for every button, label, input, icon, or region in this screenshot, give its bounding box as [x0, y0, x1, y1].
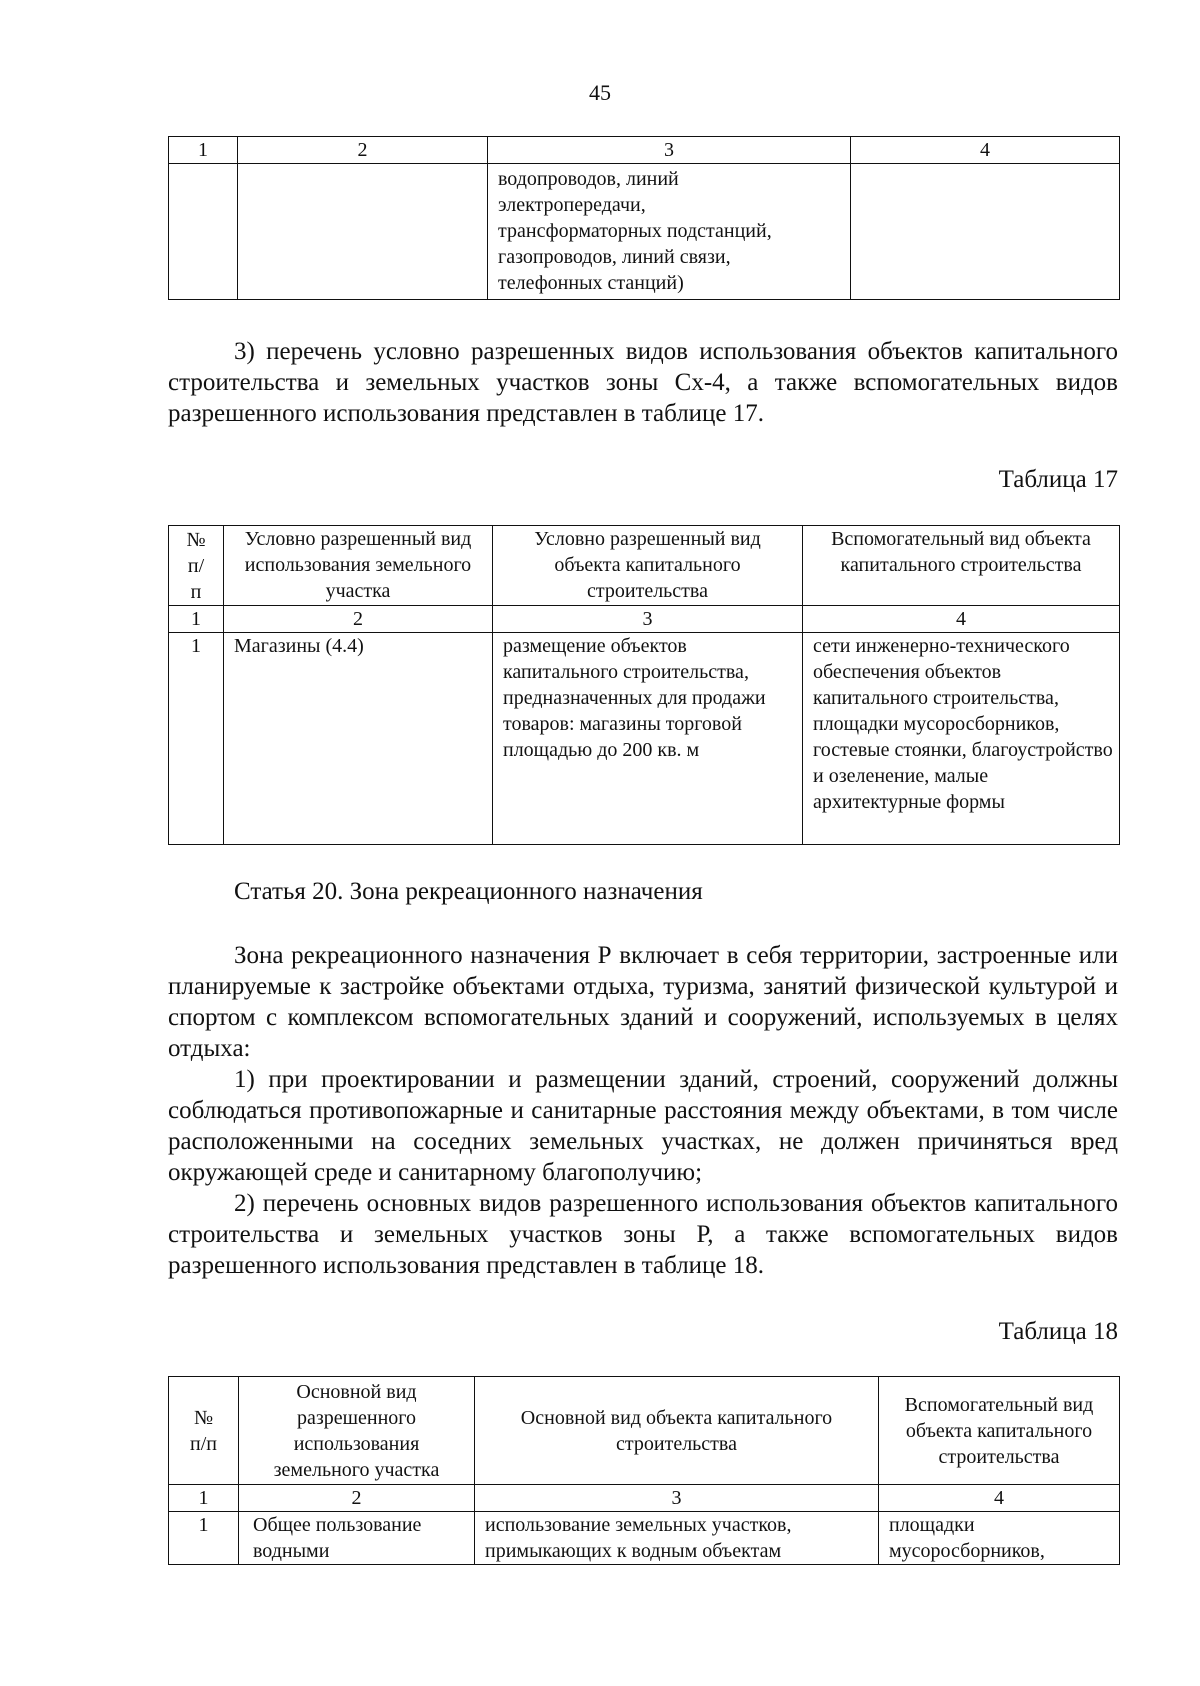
table-17-caption: Таблица 17 — [998, 466, 1118, 493]
column-number-cell: 3 — [488, 137, 851, 164]
cell-line: газопроводов, линий связи, — [498, 246, 731, 268]
column-number-cell: 2 — [239, 1485, 475, 1512]
paragraph-item-2: 2) перечень основных видов разрешенного использования объектов капитального строительства и земельных участков зоны Р, а также вспомогательных видов разрешенного использования представлен в таблице 18. — [168, 1190, 1118, 1279]
paragraph-item-3: 3) перечень условно разрешенных видов использования объектов капитального строительства и земельных участков зоны Сх-4, а также вспомогательных видов разрешенного использования представлен в таблице 17. — [168, 338, 1118, 427]
table-row — [169, 1512, 1120, 1565]
header-cell-building-use: Основной вид объекта капитального строительства — [475, 1377, 879, 1485]
cell-line: телефонных станций) — [498, 272, 684, 294]
column-number-cell: 3 — [475, 1485, 879, 1512]
cell-line: трансформаторных подстанций, — [498, 220, 772, 242]
building-use-cell: использование земельных участков, примыкающих к водным объектам — [475, 1512, 879, 1565]
paragraph-zone-description: Зона рекреационного назначения Р включает в себя территории, застроенные или планируемые к застройке объектами отдыха, туризма, занятий физической культурой и спортом с комплексом вспомогательных зданий и сооружений, используемых в целях отдыха: — [168, 942, 1118, 1062]
table-header-row — [169, 1377, 1120, 1485]
building-use-cell: размещение объектов капитального строительства, предназначенных для продажи товаров: магазины торговой площадью до 200 кв. м — [493, 633, 803, 845]
header-cell-land-use: Основной вид разрешенного использования земельного участка — [239, 1377, 475, 1485]
column-number-cell: 4 — [803, 606, 1120, 633]
column-number-cell: 1 — [169, 1485, 239, 1512]
paragraph-item-1: 1) при проектировании и размещении зданий, строений, сооружений должны соблюдаться противопожарные и санитарные расстояния между объектами, в том числе расположенными на соседних земельных участках, не должен причиняться вред окружающей среде и санитарному благополучию; — [168, 1066, 1118, 1186]
table-cell — [169, 164, 238, 300]
page-number: 45 — [589, 80, 611, 105]
column-number-cell: 3 — [493, 606, 803, 633]
table-18-caption: Таблица 18 — [998, 1318, 1118, 1345]
table-cell — [238, 164, 488, 300]
table-18 — [168, 1376, 1120, 1565]
table-row — [169, 633, 1120, 845]
column-number-cell: 1 — [169, 137, 238, 164]
column-number-cell: 4 — [851, 137, 1120, 164]
column-number-cell: 2 — [224, 606, 493, 633]
header-cell-number: № п/п — [169, 1377, 239, 1485]
row-number-cell: 1 — [169, 633, 224, 845]
land-use-cell: Магазины (4.4) — [224, 633, 493, 845]
column-number-cell: 1 — [169, 606, 224, 633]
auxiliary-use-cell: сети инженерно-технического обеспечения объектов капитального строительства, площадки мусоросборников, гостевые стоянки, благоустройство и озеленение, малые архитектурные формы — [803, 633, 1120, 845]
header-cell-land-use: Условно разрешенный вид использования земельного участка — [224, 526, 493, 606]
table-cell — [851, 164, 1120, 300]
article-heading: Статья 20. Зона рекреационного назначения — [234, 878, 703, 905]
header-cell-auxiliary-use: Вспомогательный вид объекта капитального строительства — [879, 1377, 1120, 1485]
table-header-row — [169, 526, 1120, 606]
auxiliary-use-cell: площадки мусоросборников, — [879, 1512, 1120, 1565]
column-number-cell: 2 — [238, 137, 488, 164]
header-cell-building-use: Условно разрешенный вид объекта капитального строительства — [493, 526, 803, 606]
continued-table — [168, 136, 1120, 300]
cell-line: водопроводов, линий — [498, 168, 679, 190]
header-cell-auxiliary-use: Вспомогательный вид объекта капитального строительства — [803, 526, 1120, 606]
row-number-cell: 1 — [169, 1512, 239, 1565]
cell-line: электропередачи, — [498, 194, 646, 216]
column-numbers-row — [169, 606, 1120, 633]
table-row — [169, 164, 1120, 300]
column-numbers-row — [169, 1485, 1120, 1512]
header-cell-number: № п/п — [169, 526, 224, 606]
table-cell — [488, 164, 851, 300]
column-number-cell: 4 — [879, 1485, 1120, 1512]
land-use-cell: Общее пользование водными — [239, 1512, 475, 1565]
table-17 — [168, 525, 1120, 845]
table-header-row — [169, 137, 1120, 164]
